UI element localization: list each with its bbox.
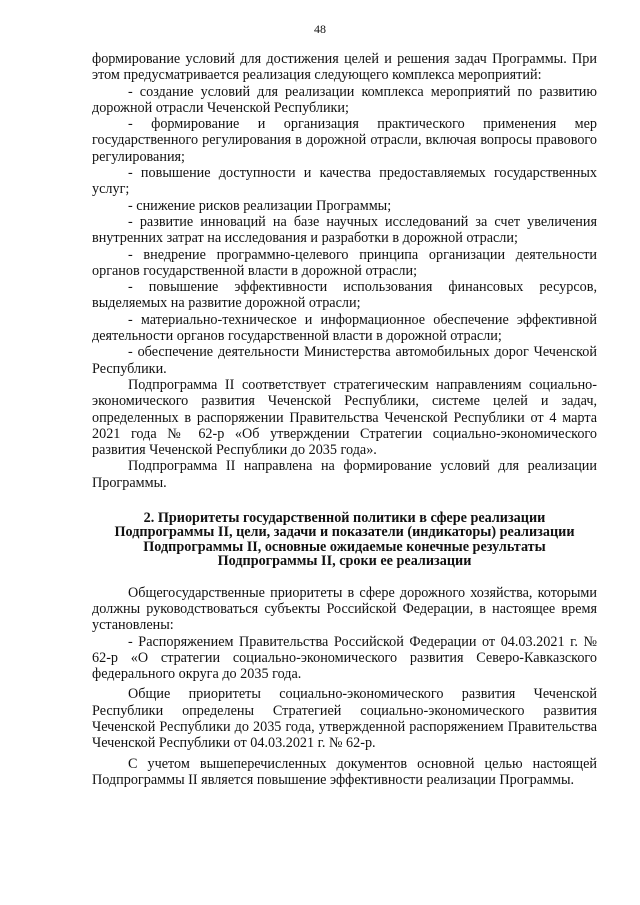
heading-line: Подпрограммы II, цели, задачи и показатели (индикаторы) реализации xyxy=(114,524,575,541)
heading-line: 2. Приоритеты государственной политики в сфере реализации xyxy=(143,510,546,527)
paragraph: Общегосударственные приоритеты в сфере дорожного хозяйства, которыми должны руководствоваться субъекты Российской Федерации, в настоящее время установлены: xyxy=(92,584,597,634)
heading-line: Подпрограммы II, основные ожидаемые конечные результаты xyxy=(143,538,546,555)
list-item: - материально-техническое и информационное обеспечение эффективной деятельности органов государственной власти в дорожной отрасли; xyxy=(92,311,597,345)
page-number: 48 xyxy=(314,22,326,36)
list-item: - формирование и организация практического применения мер государственного регулирования в дорожной отрасли, включая вопросы правового регулирования; xyxy=(92,116,597,165)
list-item: - внедрение программно-целевого принципа организации деятельности органов государственной власти в дорожной отрасли; xyxy=(92,246,597,279)
list-item: - создание условий для реализации комплекса мероприятий по развитию дорожной отрасли Чеченской Республики; xyxy=(92,83,597,116)
list-item: - повышение эффективности использования финансовых ресурсов, выделяемых на развитие дорожной отрасли; xyxy=(92,279,597,312)
list-item: - развитие инноваций на базе научных исследований за счет увеличения внутренних затрат на исследования и разработки в дорожной отрасли; xyxy=(92,213,597,247)
paragraph: Общие приоритеты социально-экономического развития Чеченской Республики определены Стратегией социально-экономического развития Чеченской Республики до 2035 года, утвержденной распоряжением Правительства Чеченской Республики от 04.03.2021 г. № 62-р. xyxy=(92,686,597,752)
paragraph: формирование условий для достижения целей и решения задач Программы. При этом предусматривается реализация следующего комплекса мероприятий: xyxy=(92,51,597,84)
list-item: - снижение рисков реализации Программы; xyxy=(128,197,392,214)
paragraph: Подпрограмма II соответствует стратегическим направлениям социально-экономического развития Чеченской Республики, системе целей и задач, определенных в распоряжении Правительства Чеченской Республики от 4 марта 2021 года № 62-р «Об утверждении Стратегии социально-экономического развития Чеченской Республики до 2035 года». xyxy=(92,376,597,459)
heading-line: Подпрограммы II, сроки ее реализации xyxy=(217,553,472,570)
list-item: - Распоряжением Правительства Российской Федерации от 04.03.2021 г. № 62-р «О стратегии социально-экономического развития Северо-Кавказского федерального округа до 2035 года. xyxy=(92,633,597,683)
list-item: - повышение доступности и качества предоставляемых государственных услуг; xyxy=(92,165,597,198)
document-body xyxy=(92,51,597,788)
list-item: - обеспечение деятельности Министерства автомобильных дорог Чеченской Республики. xyxy=(92,344,597,377)
paragraph: Подпрограмма II направлена на формирование условий для реализации Программы. xyxy=(92,458,597,491)
section-heading xyxy=(92,511,597,569)
paragraph: С учетом вышеперечисленных документов основной целью настоящей Подпрограммы II является повышение эффективности реализации Программы. xyxy=(92,755,597,788)
